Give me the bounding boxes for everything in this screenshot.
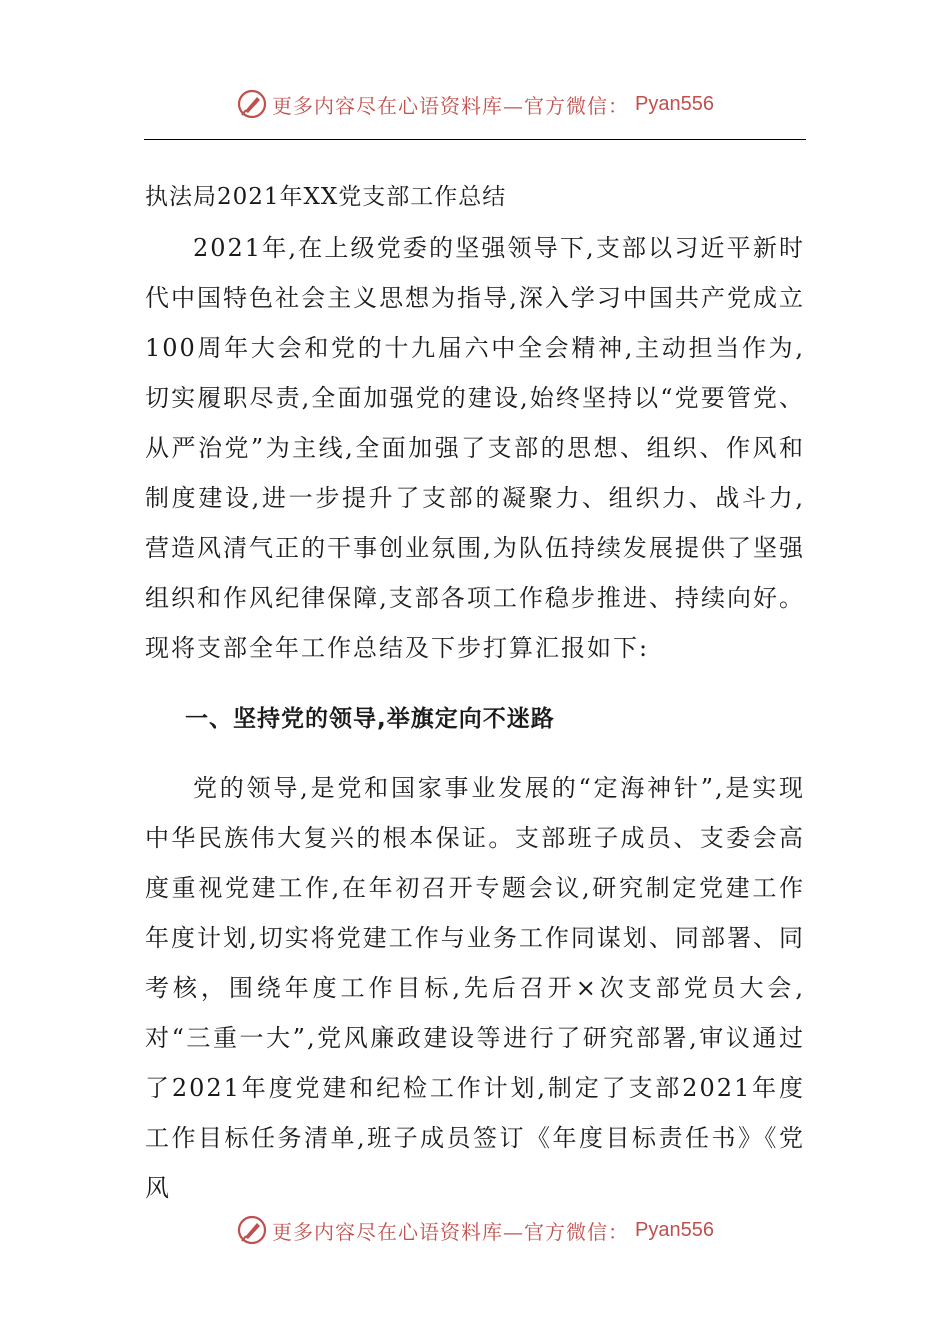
banner-wechat-id: Pyan556 xyxy=(635,92,714,115)
header-divider xyxy=(144,139,806,140)
document-body xyxy=(145,172,805,1213)
pen-logo-icon xyxy=(236,88,268,120)
pen-logo-icon xyxy=(236,1214,268,1246)
footer-watermark-banner xyxy=(0,1210,950,1250)
banner-text: 更多内容尽在心语资料库—官方微信： xyxy=(272,93,630,118)
header-watermark-banner xyxy=(0,84,950,124)
banner-text: 更多内容尽在心语资料库—官方微信： xyxy=(272,1219,630,1244)
banner-wechat-id: Pyan556 xyxy=(635,1218,714,1241)
intro-paragraph: 2021年,在上级党委的坚强领导下,支部以习近平新时代中国特色社会主义思想为指导,深入学习中国共产党成立100周年大会和党的十九届六中全会精神,主动担当作为,切实履职尽责,全面加强党的建设,始终坚持以“党要管党、从严治党”为主线,全面加强了支部的思想、组织、作风和制度建设,进一步提升了支部的凝聚力、组织力、战斗力,营造风清气正的干事创业氛围,为队伍持续发展提供了坚强组织和作风纪律保障,支部各项工作稳步推进、持续向好。现将支部全年工作总结及下步打算汇报如下: xyxy=(145,234,805,662)
section-paragraph: 党的领导,是党和国家事业发展的“定海神针”,是实现中华民族伟大复兴的根本保证。支部班子成员、支委会高度重视党建工作,在年初召开专题会议,研究制定党建工作年度计划,切实将党建工作与业务工作同谋划、同部署、同考核，围绕年度工作目标,先后召开×次支部党员大会,对“三重一大”,党风廉政建设等进行了研究部署,审议通过了2021年度党建和纪检工作计划,制定了支部2021年度工作目标任务清单,班子成员签订《年度目标责任书》《党风 xyxy=(145,774,805,1202)
document-title: 执法局2021年XX党支部工作总结 xyxy=(145,184,507,210)
section-heading: 一、坚持党的领导,举旗定向不迷路 xyxy=(185,706,555,732)
